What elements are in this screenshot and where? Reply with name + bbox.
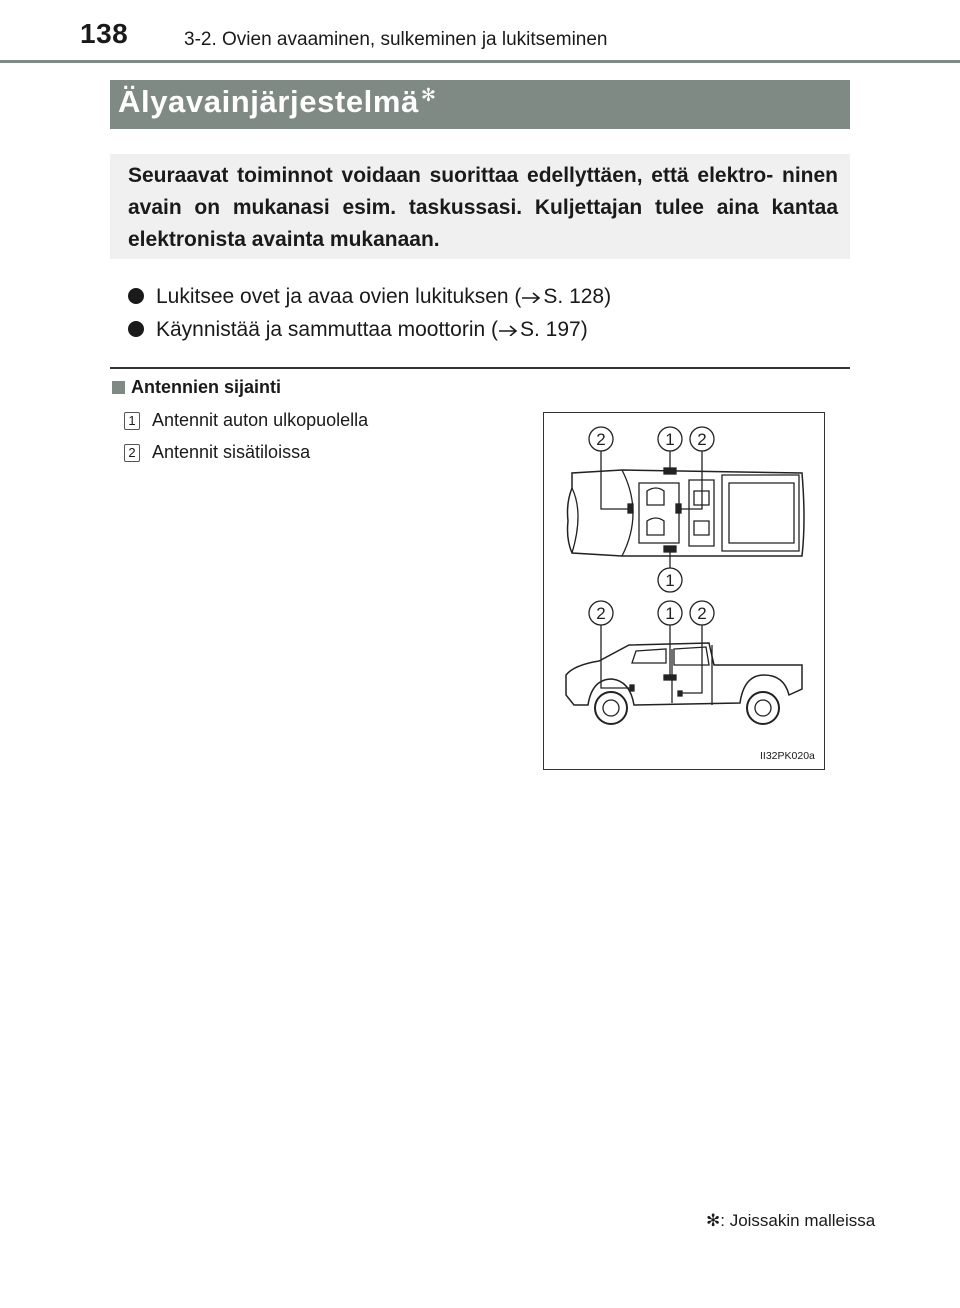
bullet-reference: S. 197) (520, 318, 588, 341)
callout-label: 1 (665, 571, 675, 590)
section-divider (110, 367, 850, 369)
legend-item-outside (124, 410, 368, 431)
footnote-marker: ✻ (706, 1211, 721, 1230)
legend-label: Antennit sisätiloissa (152, 442, 311, 462)
chapter-title: 3-2. Ovien avaaminen, sulkeminen ja lukitseminen (184, 29, 608, 50)
legend-number: 1 (124, 412, 140, 430)
callout-label: 1 (665, 604, 675, 623)
header-divider (0, 60, 960, 63)
reference-arrow-icon (498, 324, 520, 336)
intro-text: Seuraavat toiminnot voidaan suorittaa edellyttäen, että elektro- ninen avain on mukanasi esim. taskussasi. Kuljettajan tulee aina kantaa elektronista avainta mukanaan. (128, 164, 838, 251)
bullet-item-lock (128, 285, 611, 309)
section-title-text: Älyavainjärjestelmä (118, 84, 419, 119)
page-number: 138 (80, 18, 129, 49)
vehicle-diagram (544, 413, 824, 769)
reference-arrow-icon (521, 291, 543, 303)
bullet-reference: S. 128) (543, 285, 612, 308)
subsection-heading (112, 377, 281, 398)
footnote-text: : Joissakin malleissa (720, 1211, 876, 1230)
bullet-item-engine (128, 318, 588, 342)
bullet-text: Käynnistää ja sammuttaa moottorin ( (156, 318, 498, 341)
square-bullet-icon (112, 381, 125, 394)
callout-label: 2 (596, 430, 606, 449)
antenna-location-figure (543, 412, 825, 770)
bullet-dot-icon (128, 321, 144, 337)
section-title (118, 84, 437, 120)
bullet-dot-icon (128, 288, 144, 304)
legend-label: Antennit auton ulkopuolella (152, 410, 369, 430)
callout-label: 1 (665, 430, 675, 449)
legend-item-inside (124, 442, 310, 463)
figure-code: II32PK020a (760, 750, 815, 762)
callout-label: 2 (596, 604, 606, 623)
bullet-text: Lukitsee ovet ja avaa ovien lukituksen ( (156, 285, 522, 308)
legend-number: 2 (124, 444, 140, 462)
callout-label: 2 (697, 430, 707, 449)
section-star-marker: ✻ (420, 84, 437, 105)
callout-label: 2 (697, 604, 707, 623)
subsection-title: Antennien sijainti (131, 377, 282, 397)
footnote (706, 1211, 875, 1231)
